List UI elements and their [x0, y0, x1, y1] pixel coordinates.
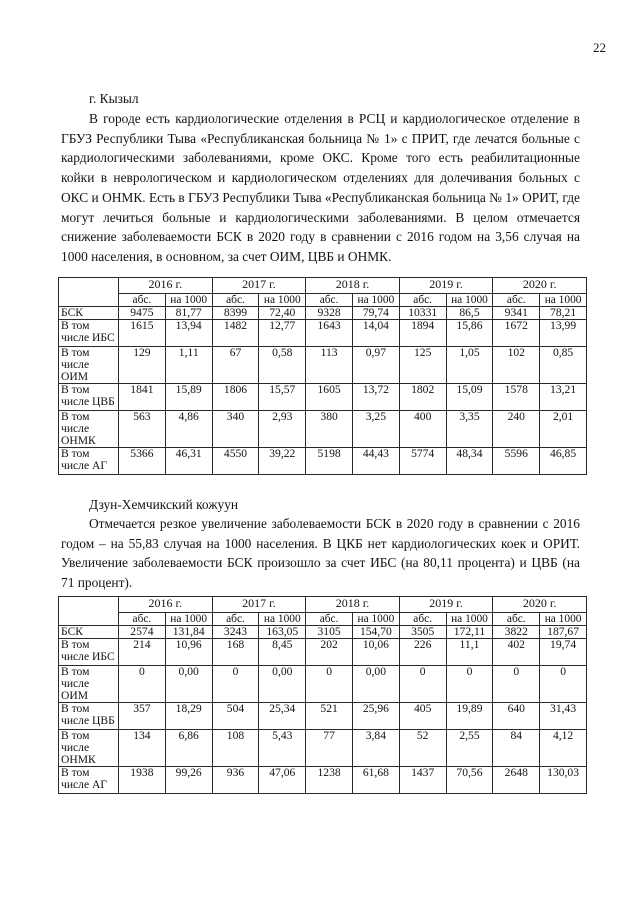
table-cell: 3243	[212, 626, 259, 639]
table-row	[59, 730, 587, 767]
table-cell: 81,77	[165, 307, 212, 320]
subheader-cell: на 1000	[352, 294, 399, 307]
table-cell: 99,26	[165, 767, 212, 794]
table-cell: 15,86	[446, 320, 493, 347]
table-cell: 1802	[399, 384, 446, 411]
table-cell: 1,11	[165, 347, 212, 384]
table-cell: 0	[446, 666, 493, 703]
table-cell: 14,04	[352, 320, 399, 347]
table-cell: 0	[212, 666, 259, 703]
table-cell: 3105	[306, 626, 353, 639]
table-row	[59, 384, 587, 411]
subheader-cell: абс.	[493, 294, 540, 307]
table-cell: 130,03	[540, 767, 587, 794]
paragraph-kyzyl: В городе есть кардиологические отделения в РСЦ и кардиологическое отделение в ГБУЗ Республики Тыва «Республиканская больница № 1» с ПРИТ, где лечатся больные с кардиологическими заболеваниями, кроме ОКС. Кроме того есть реабилитационные койки в неврологическом и кардиологическом отделениях для долечивания больных с ОКС и ОНМК. Есть в ГБУЗ Республики Тыва «Республиканская больница № 1» ОРИТ, где могут лечиться больные и кардиологическими заболеваниями. В целом отмечается снижение заболеваемости БСК в 2020 году в сравнении с 2016 годом на 3,56 случая на 1000 населения, в основном, за счет ОИМ, ЦВБ и ОНМК.	[61, 111, 580, 264]
table-cell: 77	[306, 730, 353, 767]
subheader-cell: на 1000	[259, 613, 306, 626]
table-cell: 172,11	[446, 626, 493, 639]
table-cell: 0,00	[259, 666, 306, 703]
table-cell: 2,01	[540, 411, 587, 448]
subheader-cell: абс.	[306, 613, 353, 626]
table-cell: 402	[493, 639, 540, 666]
table-cell: 3,84	[352, 730, 399, 767]
table-cell: 84	[493, 730, 540, 767]
table-cell: 19,74	[540, 639, 587, 666]
table-cell: 1605	[306, 384, 353, 411]
subheader-cell: абс.	[119, 613, 166, 626]
table-cell: 52	[399, 730, 446, 767]
subheader-cell: абс.	[493, 613, 540, 626]
table-cell: 70,56	[446, 767, 493, 794]
table-cell: 13,94	[165, 320, 212, 347]
table-cell: 9475	[119, 307, 166, 320]
row-label: В том числе ОИМ	[59, 666, 119, 703]
table-cell: 0	[399, 666, 446, 703]
row-label: В том числе ИБС	[59, 639, 119, 666]
year-header: 2016 г.	[119, 278, 213, 294]
table-cell: 134	[119, 730, 166, 767]
table-cell: 563	[119, 411, 166, 448]
section-title-kyzyl: г. Кызыл	[89, 91, 139, 106]
table-cell: 163,05	[259, 626, 306, 639]
subheader-cell: на 1000	[165, 294, 212, 307]
table-cell: 521	[306, 703, 353, 730]
row-label: В том числе АГ	[59, 767, 119, 794]
table-row	[59, 703, 587, 730]
row-label: В том числе ОИМ	[59, 347, 119, 384]
table-cell: 10331	[399, 307, 446, 320]
table-cell: 61,68	[352, 767, 399, 794]
subheader-cell: абс.	[399, 613, 446, 626]
table-cell: 131,84	[165, 626, 212, 639]
table-cell: 86,5	[446, 307, 493, 320]
row-label: В том числе ОНМК	[59, 730, 119, 767]
table-cell: 3505	[399, 626, 446, 639]
section-title-dzun-khemchik: Дзун-Хемчикский кожуун	[89, 497, 239, 512]
dzun-khemchik-statistics-table	[58, 596, 587, 794]
page-number: 22	[593, 40, 606, 55]
table-cell: 3,25	[352, 411, 399, 448]
table-row	[59, 626, 587, 639]
table-cell: 11,1	[446, 639, 493, 666]
table-cell: 1643	[306, 320, 353, 347]
table-cell: 640	[493, 703, 540, 730]
table-cell: 113	[306, 347, 353, 384]
table-cell: 10,96	[165, 639, 212, 666]
table-row	[59, 347, 587, 384]
row-label: В том числе ЦВБ	[59, 384, 119, 411]
row-label: В том числе ОНМК	[59, 411, 119, 448]
table-cell: 72,40	[259, 307, 306, 320]
year-header: 2020 г.	[493, 597, 587, 613]
table-row	[59, 307, 587, 320]
subheader-cell: на 1000	[446, 294, 493, 307]
table-cell: 8399	[212, 307, 259, 320]
table-cell: 15,09	[446, 384, 493, 411]
table-cell: 13,72	[352, 384, 399, 411]
table-cell: 226	[399, 639, 446, 666]
year-header: 2018 г.	[306, 278, 400, 294]
table-cell: 2574	[119, 626, 166, 639]
table-cell: 125	[399, 347, 446, 384]
table-cell: 380	[306, 411, 353, 448]
table-cell: 12,77	[259, 320, 306, 347]
table-cell: 187,67	[540, 626, 587, 639]
subheader-cell: абс.	[212, 294, 259, 307]
row-label: В том числе АГ	[59, 448, 119, 475]
table-cell: 15,57	[259, 384, 306, 411]
table-cell: 18,29	[165, 703, 212, 730]
table-cell: 2648	[493, 767, 540, 794]
year-header: 2017 г.	[212, 278, 306, 294]
table-cell: 0	[540, 666, 587, 703]
table-cell: 5774	[399, 448, 446, 475]
table-cell: 47,06	[259, 767, 306, 794]
kyzyl-statistics-table	[58, 277, 587, 475]
table-cell: 4550	[212, 448, 259, 475]
year-header: 2016 г.	[119, 597, 213, 613]
table-cell: 78,21	[540, 307, 587, 320]
table-cell: 357	[119, 703, 166, 730]
year-header: 2019 г.	[399, 597, 493, 613]
table-cell: 0,85	[540, 347, 587, 384]
table-cell: 10,06	[352, 639, 399, 666]
table-cell: 1437	[399, 767, 446, 794]
table-cell: 19,89	[446, 703, 493, 730]
subheader-cell: на 1000	[259, 294, 306, 307]
table-cell: 79,74	[352, 307, 399, 320]
row-label: БСК	[59, 307, 119, 320]
table-cell: 9328	[306, 307, 353, 320]
table-cell: 400	[399, 411, 446, 448]
table-cell: 0,58	[259, 347, 306, 384]
table-cell: 46,31	[165, 448, 212, 475]
table-cell: 108	[212, 730, 259, 767]
header-corner-cell	[59, 597, 119, 626]
table-cell: 2,93	[259, 411, 306, 448]
table-cell: 13,21	[540, 384, 587, 411]
table-cell: 39,22	[259, 448, 306, 475]
table-cell: 1894	[399, 320, 446, 347]
table-cell: 168	[212, 639, 259, 666]
subheader-cell: абс.	[119, 294, 166, 307]
table-cell: 0,00	[165, 666, 212, 703]
table-cell: 0,97	[352, 347, 399, 384]
table-cell: 936	[212, 767, 259, 794]
table-cell: 504	[212, 703, 259, 730]
table-cell: 4,12	[540, 730, 587, 767]
table-cell: 4,86	[165, 411, 212, 448]
table-cell: 1841	[119, 384, 166, 411]
year-header: 2017 г.	[212, 597, 306, 613]
table-cell: 240	[493, 411, 540, 448]
subheader-cell: абс.	[212, 613, 259, 626]
subheader-cell: на 1000	[540, 294, 587, 307]
table-cell: 9341	[493, 307, 540, 320]
table-cell: 214	[119, 639, 166, 666]
table-cell: 102	[493, 347, 540, 384]
table-cell: 67	[212, 347, 259, 384]
subheader-cell: абс.	[306, 294, 353, 307]
table-cell: 405	[399, 703, 446, 730]
table-row	[59, 411, 587, 448]
table-cell: 5366	[119, 448, 166, 475]
table-cell: 3822	[493, 626, 540, 639]
header-corner-cell	[59, 278, 119, 307]
table-row	[59, 767, 587, 794]
table-cell: 31,43	[540, 703, 587, 730]
subheader-cell: на 1000	[165, 613, 212, 626]
subheader-cell: на 1000	[540, 613, 587, 626]
row-label: БСК	[59, 626, 119, 639]
table-row	[59, 448, 587, 475]
table-cell: 1615	[119, 320, 166, 347]
row-label: В том числе ИБС	[59, 320, 119, 347]
year-header: 2018 г.	[306, 597, 400, 613]
table-cell: 1806	[212, 384, 259, 411]
table-cell: 1938	[119, 767, 166, 794]
table-row	[59, 666, 587, 703]
table-cell: 1,05	[446, 347, 493, 384]
table-cell: 15,89	[165, 384, 212, 411]
table-cell: 154,70	[352, 626, 399, 639]
table-cell: 5,43	[259, 730, 306, 767]
year-header: 2020 г.	[493, 278, 587, 294]
table-cell: 340	[212, 411, 259, 448]
table-cell: 6,86	[165, 730, 212, 767]
table-cell: 44,43	[352, 448, 399, 475]
table-cell: 1672	[493, 320, 540, 347]
table-cell: 13,99	[540, 320, 587, 347]
table-row	[59, 639, 587, 666]
table-cell: 0	[493, 666, 540, 703]
subheader-cell: на 1000	[352, 613, 399, 626]
table-cell: 25,34	[259, 703, 306, 730]
row-label: В том числе ЦВБ	[59, 703, 119, 730]
table-cell: 46,85	[540, 448, 587, 475]
table-cell: 1578	[493, 384, 540, 411]
table-cell: 129	[119, 347, 166, 384]
table-cell: 25,96	[352, 703, 399, 730]
table-cell: 48,34	[446, 448, 493, 475]
table-cell: 1238	[306, 767, 353, 794]
table-cell: 1482	[212, 320, 259, 347]
table-cell: 3,35	[446, 411, 493, 448]
table-cell: 2,55	[446, 730, 493, 767]
table-cell: 202	[306, 639, 353, 666]
subheader-cell: на 1000	[446, 613, 493, 626]
table-cell: 0,00	[352, 666, 399, 703]
year-header: 2019 г.	[399, 278, 493, 294]
table-cell: 8,45	[259, 639, 306, 666]
paragraph-dzun-khemchik: Отмечается резкое увеличение заболеваемости БСК в 2020 году в сравнении с 2016 годом – на 55,83 случая на 1000 населения. В ЦКБ нет кардиологических коек и ОРИТ. Увеличение заболеваемости БСК произошло за счет ИБС (на 80,11 процента) и ЦВБ (на 71 процент).	[61, 516, 580, 591]
table-cell: 0	[119, 666, 166, 703]
subheader-cell: абс.	[399, 294, 446, 307]
table-cell: 5596	[493, 448, 540, 475]
table-cell: 0	[306, 666, 353, 703]
table-cell: 5198	[306, 448, 353, 475]
table-row	[59, 320, 587, 347]
